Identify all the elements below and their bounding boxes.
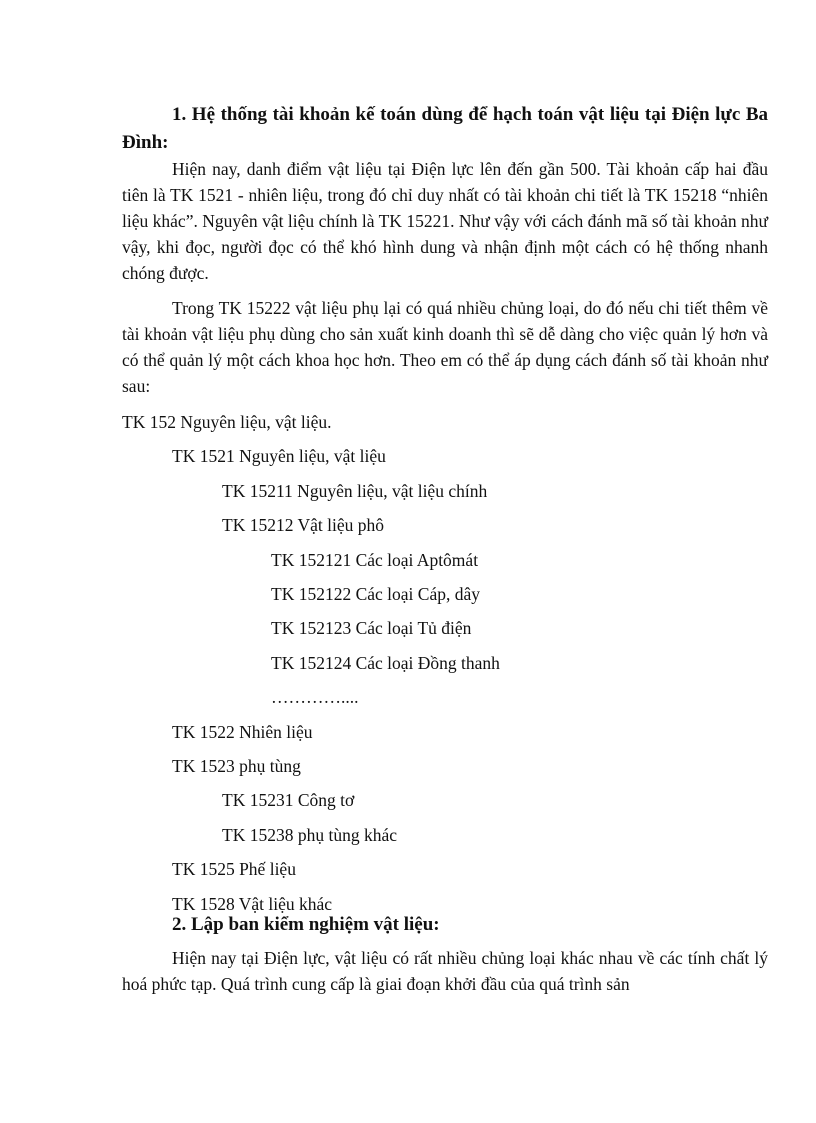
section-1-paragraph-2: Trong TK 15222 vật liệu phụ lại có quá nhiều chủng loại, do đó nếu chi tiết thêm về tài khoản vật liệu phụ dùng cho sản xuất kinh doanh thì sẽ dễ dàng cho việc quản lý hơn và có thể quản lý một cách khoa học hơn. Theo em có thể áp dụng cách đánh số tài khoản như sau: bbox=[122, 298, 768, 396]
account-line: TK 152122 Các loại Cáp, dây bbox=[271, 584, 480, 604]
section-1-heading: 1. Hệ thống tài khoản kế toán dùng để hạch toán vật liệu tại Điện lực Ba Đình: bbox=[122, 104, 768, 153]
account-line: TK 15231 Công tơ bbox=[222, 790, 355, 811]
account-line: TK 1522 Nhiên liệu bbox=[172, 721, 313, 742]
section-2-paragraph-1: Hiện nay tại Điện lực, vật liệu có rất nhiều chủng loại khác nhau về các tính chất lý hoá phức tạp. Quá trình cung cấp là giai đoạn khởi đầu của quá trình sản bbox=[122, 948, 768, 994]
section-1-paragraph-1: Hiện nay, danh điểm vật liệu tại Điện lực lên đến gần 500. Tài khoản cấp hai đầu tiên là TK 1521 - nhiên liệu, trong đó chỉ duy nhất có tài khoản chi tiết là TK 15218 “nhiên liệu khác”. Nguyên vật liệu chính là TK 15221. Như vậy với cách đánh mã số tài khoản như vậy, khi đọc, người đọc có thể khó hình dung và nhận định một cách có hệ thống nhanh chóng được. bbox=[122, 159, 768, 283]
account-line: ………….... bbox=[271, 687, 359, 708]
account-line: TK 15238 phụ tùng khác bbox=[222, 824, 397, 845]
account-line: TK 152121 Các loại Aptômát bbox=[271, 549, 479, 570]
account-line: TK 1523 phụ tùng bbox=[172, 756, 301, 776]
account-line: TK 152124 Các loại Đồng thanh bbox=[271, 652, 500, 673]
account-line: TK 15212 Vật liệu phô bbox=[222, 515, 385, 536]
account-line: TK 1528 Vật liệu khác bbox=[172, 893, 333, 914]
account-line: TK 15211 Nguyên liệu, vật liệu chính bbox=[222, 480, 488, 501]
account-line: TK 152 Nguyên liệu, vật liệu. bbox=[122, 412, 332, 432]
account-line: TK 1525 Phế liệu bbox=[172, 859, 296, 880]
account-line: TK 152123 Các loại Tủ điện bbox=[271, 618, 472, 639]
account-line: TK 1521 Nguyên liệu, vật liệu bbox=[172, 446, 386, 467]
section-2-heading: 2. Lập ban kiểm nghiệm vật liệu: bbox=[172, 914, 440, 935]
